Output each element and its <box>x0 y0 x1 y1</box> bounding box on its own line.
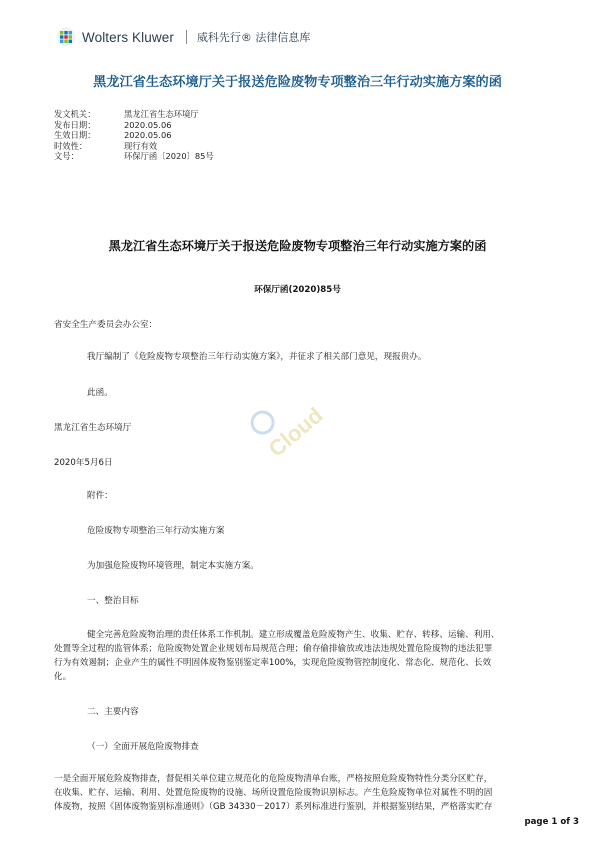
page-indicator: page 1 of 3 <box>524 817 579 827</box>
meta-key: 生效日期： <box>54 130 96 141</box>
meta-row <box>54 151 214 162</box>
attachment-title: 危险废物专项整治三年行动实施方案 <box>87 526 225 536</box>
meta-value: 黑龙江省生态环境厅 <box>124 109 199 119</box>
attachment-label: 附件： <box>87 491 113 501</box>
signature-org: 黑龙江省生态环境厅 <box>54 423 132 433</box>
meta-key: 时效性： <box>54 140 88 151</box>
body-paragraph: 体废物，按照《固体废物鉴别标准通则》（GB 34330－2017）系列标准进行鉴别，并根据鉴别结果，严格落实贮存 <box>54 802 493 812</box>
body-paragraph: 处置等全过程的监管体系；危险废物处置企业规划布局规范合理；偷存偷排偷放或违法违规处置危险废物的违法犯罪 <box>54 644 493 654</box>
metadata-table <box>54 109 214 162</box>
meta-row <box>54 109 214 120</box>
body-paragraph: 行为有效遏制；企业产生的属性不明固体废物鉴别鉴定率100%，实现危险废物管控制度化、常态化、规范化、长效 <box>54 658 492 668</box>
body-paragraph: 我厅编制了《危险废物专项整治三年行动实施方案》，并征求了相关部门意见，现报贵办。 <box>87 352 427 362</box>
body-paragraph: 化。 <box>54 672 72 682</box>
header-divider <box>186 30 187 44</box>
document-number: 环保厅函(2020)85号 <box>254 285 341 295</box>
watermark-text: Cloud <box>263 402 328 462</box>
section-heading: 二、主要内容 <box>87 707 139 717</box>
body-paragraph: 健全完善危险废物治理的责任体系工作机制。建立形成覆盖危险废物产生、收集、贮存、转移、运输、利用、 <box>87 630 500 640</box>
body-paragraph: 在收集、贮存、运输、利用、处置危险废物的设施、场所设置危险废物识别标志。产生危险废物单位对属性不明的固 <box>54 788 493 798</box>
meta-row <box>54 130 214 141</box>
meta-key: 发布日期： <box>54 119 96 130</box>
body-paragraph: 一是全面开展危险废物排查，督促相关单位建立规范化的危险废物清单台账，严格按照危险废物特性分类分区贮存， <box>54 774 493 784</box>
header-logo <box>56 25 310 49</box>
meta-row <box>54 141 214 152</box>
meta-value: 2020.05.06 <box>124 119 172 130</box>
signature-date: 2020年5月6日 <box>54 458 113 468</box>
meta-key: 文号： <box>54 151 79 162</box>
subsection-heading: （一）全面开展危险废物排查 <box>87 742 199 752</box>
wolters-kluwer-logo-icon <box>56 27 76 47</box>
product-name: 威科先行® 法律信息库 <box>196 31 311 44</box>
brand-name: Wolters Kluwer <box>82 29 174 45</box>
meta-value: 现行有效 <box>124 140 158 151</box>
document-title: 黑龙江省生态环境厅关于报送危险废物专项整治三年行动实施方案的函 <box>93 75 502 90</box>
section-heading: 一、整治目标 <box>87 596 139 606</box>
salutation: 省安全生产委员会办公室： <box>54 320 158 330</box>
body-paragraph: 此函。 <box>87 388 113 398</box>
body-paragraph: 为加强危险废物环境管理，制定本实施方案。 <box>87 561 259 571</box>
meta-key: 发文机关： <box>54 109 96 119</box>
meta-value: 环保厅函〔2020〕85号 <box>124 151 214 162</box>
meta-row <box>54 120 214 131</box>
meta-value: 2020.05.06 <box>124 130 172 141</box>
body-title: 黑龙江省生态环境厅关于报送危险废物专项整治三年行动实施方案的函 <box>108 239 487 253</box>
cloud-watermark <box>246 370 359 483</box>
